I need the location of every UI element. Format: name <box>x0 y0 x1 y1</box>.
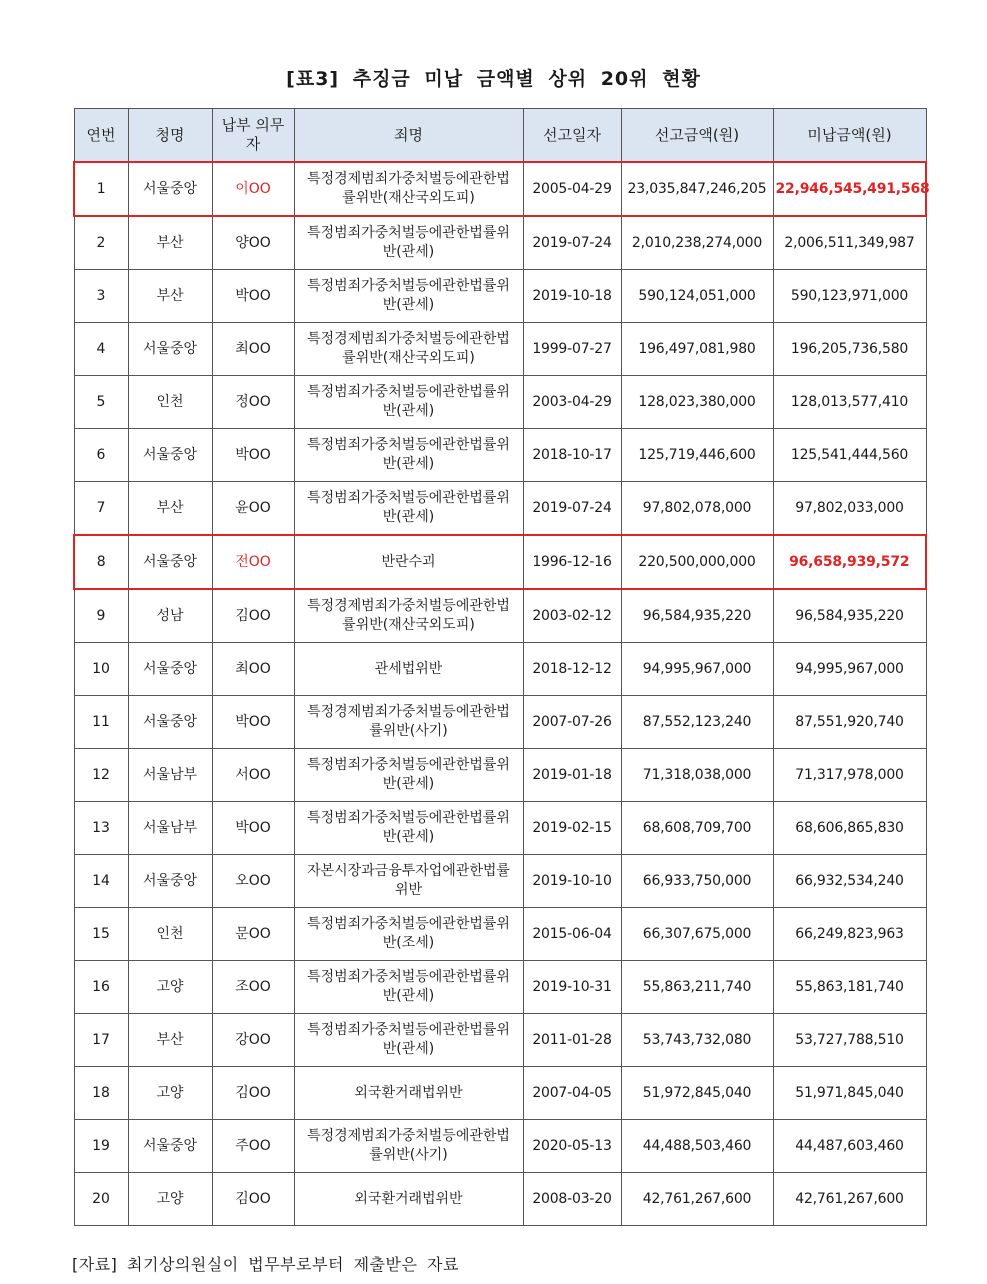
table-row <box>74 961 926 1014</box>
cell-unpaid: 66,249,823,963 <box>773 908 926 961</box>
table-row <box>74 162 926 216</box>
cell-payer: 문OO <box>212 908 294 961</box>
cell-office: 고양 <box>128 1173 212 1226</box>
cell-payer: 정OO <box>212 376 294 429</box>
cell-unpaid: 44,487,603,460 <box>773 1120 926 1173</box>
cell-crime: 관세법위반 <box>294 643 523 696</box>
cell-payer: 전OO <box>212 535 294 589</box>
table-row <box>74 802 926 855</box>
cell-date: 2007-04-05 <box>523 1067 621 1120</box>
cell-unpaid: 68,606,865,830 <box>773 802 926 855</box>
cell-office: 서울중앙 <box>128 855 212 908</box>
table-row <box>74 1120 926 1173</box>
cell-crime: 특정범죄가중처벌등에관한법률위반(관세) <box>294 961 523 1014</box>
cell-unpaid: 22,946,545,491,568 <box>773 162 926 216</box>
cell-payer: 양OO <box>212 216 294 270</box>
cell-unpaid: 590,123,971,000 <box>773 270 926 323</box>
cell-crime: 자본시장과금융투자업에관한법률위반 <box>294 855 523 908</box>
table-row <box>74 589 926 643</box>
cell-payer: 박OO <box>212 802 294 855</box>
cell-office: 서울남부 <box>128 802 212 855</box>
cell-unpaid: 94,995,967,000 <box>773 643 926 696</box>
cell-no: 19 <box>74 1120 128 1173</box>
cell-crime: 특정범죄가중처벌등에관한법률위반(관세) <box>294 749 523 802</box>
cell-no: 12 <box>74 749 128 802</box>
cell-sentenced: 66,307,675,000 <box>621 908 773 961</box>
cell-date: 1996-12-16 <box>523 535 621 589</box>
cell-date: 2019-07-24 <box>523 482 621 536</box>
cell-sentenced: 220,500,000,000 <box>621 535 773 589</box>
cell-payer: 서OO <box>212 749 294 802</box>
cell-payer: 윤OO <box>212 482 294 536</box>
cell-date: 2019-10-18 <box>523 270 621 323</box>
cell-no: 6 <box>74 429 128 482</box>
cell-sentenced: 44,488,503,460 <box>621 1120 773 1173</box>
cell-office: 서울중앙 <box>128 696 212 749</box>
table-title: [표3] 추징금 미납 금액별 상위 20위 현황 <box>286 68 701 90</box>
cell-payer: 최OO <box>212 643 294 696</box>
cell-sentenced: 128,023,380,000 <box>621 376 773 429</box>
cell-no: 13 <box>74 802 128 855</box>
cell-date: 2020-05-13 <box>523 1120 621 1173</box>
col-header-sentenced: 선고금액(원) <box>621 109 773 163</box>
cell-crime: 특정경제범죄가중처벌등에관한법률위반(재산국외도피) <box>294 323 523 376</box>
cell-payer: 김OO <box>212 589 294 643</box>
cell-sentenced: 87,552,123,240 <box>621 696 773 749</box>
cell-payer: 이OO <box>212 162 294 216</box>
cell-sentenced: 51,972,845,040 <box>621 1067 773 1120</box>
col-header-office: 청명 <box>128 109 212 163</box>
cell-date: 2011-01-28 <box>523 1014 621 1067</box>
cell-date: 2008-03-20 <box>523 1173 621 1226</box>
table-row <box>74 376 926 429</box>
cell-date: 2019-10-31 <box>523 961 621 1014</box>
cell-crime: 특정범죄가중처벌등에관한법률위반(관세) <box>294 802 523 855</box>
cell-unpaid: 2,006,511,349,987 <box>773 216 926 270</box>
cell-crime: 특정범죄가중처벌등에관한법률위반(조세) <box>294 908 523 961</box>
cell-sentenced: 53,743,732,080 <box>621 1014 773 1067</box>
cell-no: 4 <box>74 323 128 376</box>
cell-payer: 박OO <box>212 429 294 482</box>
cell-no: 10 <box>74 643 128 696</box>
cell-date: 2019-10-10 <box>523 855 621 908</box>
cell-office: 성남 <box>128 589 212 643</box>
cell-unpaid: 128,013,577,410 <box>773 376 926 429</box>
cell-sentenced: 97,802,078,000 <box>621 482 773 536</box>
cell-office: 서울중앙 <box>128 535 212 589</box>
cell-unpaid: 87,551,920,740 <box>773 696 926 749</box>
cell-date: 2019-07-24 <box>523 216 621 270</box>
header-row <box>74 109 926 163</box>
cell-date: 2003-04-29 <box>523 376 621 429</box>
table-row <box>74 1014 926 1067</box>
cell-payer: 최OO <box>212 323 294 376</box>
cell-sentenced: 55,863,211,740 <box>621 961 773 1014</box>
cell-crime: 특정범죄가중처벌등에관한법률위반(관세) <box>294 429 523 482</box>
table-row <box>74 1067 926 1120</box>
cell-payer: 강OO <box>212 1014 294 1067</box>
cell-no: 9 <box>74 589 128 643</box>
cell-unpaid: 96,658,939,572 <box>773 535 926 589</box>
cell-sentenced: 71,318,038,000 <box>621 749 773 802</box>
cell-sentenced: 68,608,709,700 <box>621 802 773 855</box>
cell-crime: 외국환거래법위반 <box>294 1173 523 1226</box>
cell-payer: 박OO <box>212 696 294 749</box>
cell-no: 1 <box>74 162 128 216</box>
cell-no: 8 <box>74 535 128 589</box>
table-body <box>74 162 930 1226</box>
cell-crime: 반란수괴 <box>294 535 523 589</box>
cell-date: 2018-10-17 <box>523 429 621 482</box>
table-row <box>74 535 926 589</box>
col-header-crime: 죄명 <box>294 109 523 163</box>
col-header-unpaid: 미납금액(원) <box>773 109 926 163</box>
source-note: [자료] 최기상의원실이 법무부로부터 제출받은 자료 <box>72 1255 459 1274</box>
table-row <box>74 323 926 376</box>
cell-office: 서울중앙 <box>128 643 212 696</box>
cell-date: 1999-07-27 <box>523 323 621 376</box>
cell-date: 2019-02-15 <box>523 802 621 855</box>
cell-unpaid: 66,932,534,240 <box>773 855 926 908</box>
table-row <box>74 696 926 749</box>
cell-crime: 특정범죄가중처벌등에관한법률위반(관세) <box>294 482 523 536</box>
cell-no: 16 <box>74 961 128 1014</box>
cell-date: 2019-01-18 <box>523 749 621 802</box>
table-row <box>74 643 926 696</box>
col-header-payer: 납부 의무자 <box>212 109 294 163</box>
table-row <box>74 1173 926 1226</box>
cell-no: 3 <box>74 270 128 323</box>
cell-unpaid: 71,317,978,000 <box>773 749 926 802</box>
cell-no: 15 <box>74 908 128 961</box>
cell-no: 17 <box>74 1014 128 1067</box>
cell-unpaid: 96,584,935,220 <box>773 589 926 643</box>
cell-office: 서울중앙 <box>128 1120 212 1173</box>
cell-no: 14 <box>74 855 128 908</box>
cell-sentenced: 66,933,750,000 <box>621 855 773 908</box>
cell-date: 2003-02-12 <box>523 589 621 643</box>
cell-crime: 특정경제범죄가중처벌등에관한법률위반(사기) <box>294 1120 523 1173</box>
cell-crime: 특정범죄가중처벌등에관한법률위반(관세) <box>294 216 523 270</box>
table-row <box>74 855 926 908</box>
cell-office: 부산 <box>128 1014 212 1067</box>
cell-no: 2 <box>74 216 128 270</box>
cell-office: 서울남부 <box>128 749 212 802</box>
table-row <box>74 908 926 961</box>
cell-payer: 박OO <box>212 270 294 323</box>
cell-no: 11 <box>74 696 128 749</box>
cell-payer: 김OO <box>212 1173 294 1226</box>
cell-office: 서울중앙 <box>128 323 212 376</box>
col-header-no: 연번 <box>74 109 128 163</box>
cell-unpaid: 53,727,788,510 <box>773 1014 926 1067</box>
unpaid-forfeiture-table <box>73 108 930 1226</box>
cell-sentenced: 23,035,847,246,205 <box>621 162 773 216</box>
cell-date: 2007-07-26 <box>523 696 621 749</box>
cell-payer: 조OO <box>212 961 294 1014</box>
cell-payer: 김OO <box>212 1067 294 1120</box>
cell-office: 부산 <box>128 482 212 536</box>
cell-sentenced: 42,761,267,600 <box>621 1173 773 1226</box>
cell-unpaid: 97,802,033,000 <box>773 482 926 536</box>
cell-unpaid: 125,541,444,560 <box>773 429 926 482</box>
cell-office: 인천 <box>128 908 212 961</box>
cell-unpaid: 42,761,267,600 <box>773 1173 926 1226</box>
cell-sentenced: 196,497,081,980 <box>621 323 773 376</box>
cell-sentenced: 96,584,935,220 <box>621 589 773 643</box>
cell-unpaid: 55,863,181,740 <box>773 961 926 1014</box>
cell-office: 고양 <box>128 1067 212 1120</box>
cell-no: 20 <box>74 1173 128 1226</box>
cell-crime: 특정범죄가중처벌등에관한법률위반(관세) <box>294 1014 523 1067</box>
cell-sentenced: 590,124,051,000 <box>621 270 773 323</box>
cell-office: 서울중앙 <box>128 429 212 482</box>
cell-date: 2015-06-04 <box>523 908 621 961</box>
table-row <box>74 270 926 323</box>
cell-crime: 특정경제범죄가중처벌등에관한법률위반(재산국외도피) <box>294 589 523 643</box>
table-row <box>74 749 926 802</box>
cell-no: 7 <box>74 482 128 536</box>
cell-payer: 오OO <box>212 855 294 908</box>
cell-office: 서울중앙 <box>128 162 212 216</box>
table-row <box>74 482 926 536</box>
cell-sentenced: 125,719,446,600 <box>621 429 773 482</box>
cell-unpaid: 196,205,736,580 <box>773 323 926 376</box>
cell-crime: 특정범죄가중처벌등에관한법률위반(관세) <box>294 376 523 429</box>
cell-no: 18 <box>74 1067 128 1120</box>
cell-date: 2018-12-12 <box>523 643 621 696</box>
cell-office: 부산 <box>128 270 212 323</box>
cell-sentenced: 94,995,967,000 <box>621 643 773 696</box>
cell-payer: 주OO <box>212 1120 294 1173</box>
cell-office: 고양 <box>128 961 212 1014</box>
cell-crime: 특정경제범죄가중처벌등에관한법률위반(사기) <box>294 696 523 749</box>
cell-crime: 특정범죄가중처벌등에관한법률위반(관세) <box>294 270 523 323</box>
table-row <box>74 429 926 482</box>
cell-crime: 특정경제범죄가중처벌등에관한법률위반(재산국외도피) <box>294 162 523 216</box>
cell-office: 인천 <box>128 376 212 429</box>
col-header-date: 선고일자 <box>523 109 621 163</box>
cell-sentenced: 2,010,238,274,000 <box>621 216 773 270</box>
cell-date: 2005-04-29 <box>523 162 621 216</box>
cell-office: 부산 <box>128 216 212 270</box>
cell-crime: 외국환거래법위반 <box>294 1067 523 1120</box>
cell-no: 5 <box>74 376 128 429</box>
table-row <box>74 216 926 270</box>
cell-unpaid: 51,971,845,040 <box>773 1067 926 1120</box>
